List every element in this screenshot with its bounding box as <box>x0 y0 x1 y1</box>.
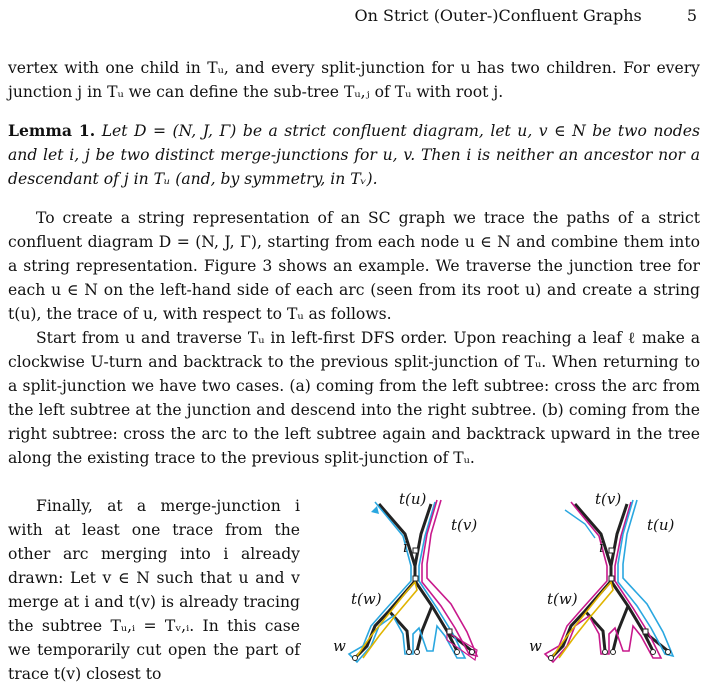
paragraph-4: Finally, at a merge-junction i with at least one trace from the other arc merging into i already drawn: Let v ∈ N such that u and v merge at i and t(v) is already tracing the subtree Tᵤ,ᵢ = Tᵥ,ᵢ. In this case we temporarily cut open the part of trace t(v) closest to <box>8 497 300 683</box>
paragraph-1: vertex with one child in Tᵤ, and every split-junction for u has two children. For every junction j in Tᵤ we can define the sub-tree Tᵤ,ⱼ of Tᵤ with root j. <box>8 59 700 101</box>
left-leaf-w <box>353 656 358 661</box>
left-label-i: i <box>403 538 408 556</box>
right-junction-2 <box>609 576 614 581</box>
right-leaf-5 <box>666 650 671 655</box>
figure-3-traces <box>327 486 702 676</box>
right-label-w: w <box>529 637 542 655</box>
right-leaf-3 <box>611 650 616 655</box>
right-diagram <box>529 490 675 662</box>
paragraph-2: To create a string representation of an SC graph we trace the paths of a strict confluent diagram D = (N, J, Γ), starting from each node u ∈ N and combine them into a string representation. Figure 3 shows an example. We traverse the junction tree for each u ∈ N on the left-hand side of each arc (seen from its root u) and create a string t(u), the trace of u, with respect to Tᵤ as follows. <box>8 209 700 323</box>
right-label-i: i <box>599 538 604 556</box>
left-junction-i <box>413 548 418 553</box>
left-leaf-5 <box>470 650 475 655</box>
left-arrow-u <box>371 506 379 514</box>
right-label-tw: t(w) <box>547 590 578 608</box>
paragraph-3: Start from u and traverse Tᵤ in left-first DFS order. Upon reaching a leaf ℓ make a clockwise U-turn and backtrack to the previous split-junction of Tᵤ. When returning to a split-junction we have two cases. (a) coming from the left subtree: cross the arc from the left subtree at the junction and descend into the right subtree. (b) coming from the right subtree: cross the arc to the left subtree again and backtrack upward in the tree along the existing trace to the previous split-junction of Tᵤ. <box>8 329 700 467</box>
left-label-tv: t(v) <box>451 516 478 534</box>
left-junction-3 <box>447 629 452 634</box>
running-header <box>355 6 697 25</box>
right-leaf-2 <box>603 650 608 655</box>
left-leaf-4 <box>455 650 460 655</box>
right-junction-i <box>609 548 614 553</box>
right-leaf-w <box>549 656 554 661</box>
lemma-block <box>8 119 700 191</box>
left-label-tw: t(w) <box>351 590 382 608</box>
right-label-tu: t(u) <box>647 516 675 534</box>
running-title: On Strict (Outer-)Confluent Graphs <box>354 6 642 25</box>
lemma-text: Let D = (N, J, Γ) be a strict confluent diagram, let u, v ∈ N be two nodes and let i, j be two distinct merge-junctions for u, v. Then i is neither an ancestor nor a descendant of j in Tᵤ (and, by symmetry, in Tᵥ). <box>8 122 700 188</box>
right-leaf-4 <box>651 650 656 655</box>
right-label-tv: t(v) <box>595 490 622 508</box>
left-diagram <box>333 490 477 662</box>
left-leaf-3 <box>415 650 420 655</box>
left-label-w: w <box>333 637 346 655</box>
left-leaf-2 <box>407 650 412 655</box>
left-label-tu: t(u) <box>399 490 427 508</box>
page-number: 5 <box>686 6 697 25</box>
lemma-label: Lemma 1. <box>8 121 96 140</box>
right-junction-3 <box>643 629 648 634</box>
left-junction-2 <box>413 576 418 581</box>
